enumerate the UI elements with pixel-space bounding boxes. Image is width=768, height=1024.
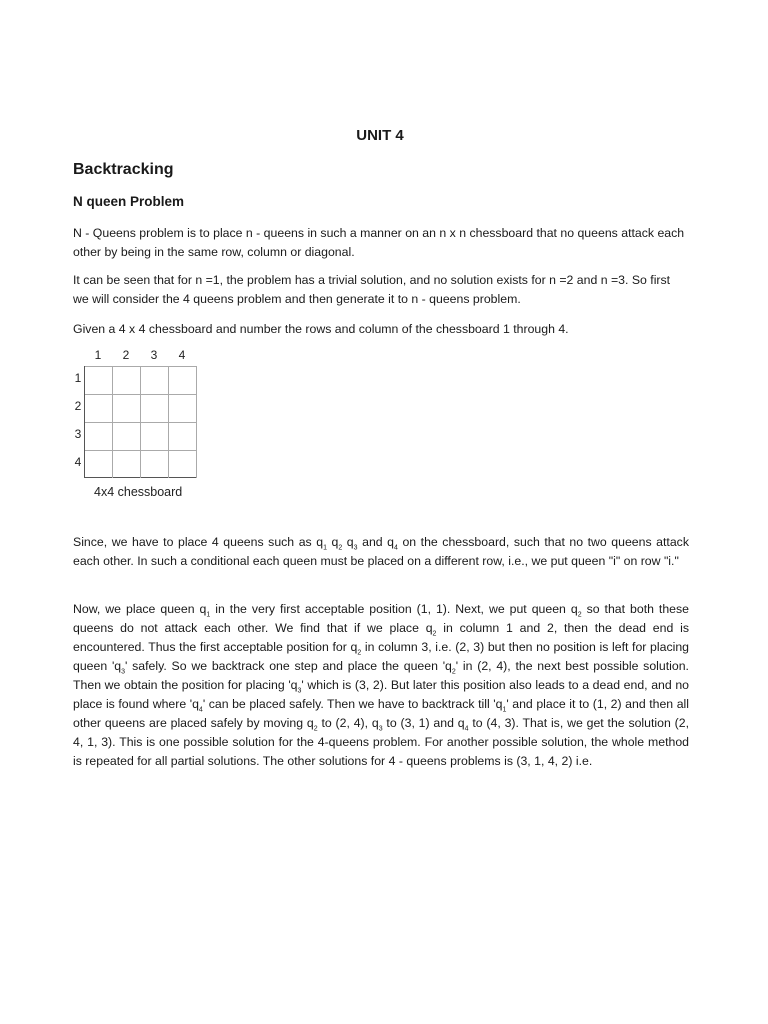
paragraph-given-board: Given a 4 x 4 chessboard and number the rows and column of the chessboard 1 through 4. [73, 322, 569, 336]
subsection-title: N queen Problem [73, 194, 185, 209]
unit-title: UNIT 4 [356, 127, 404, 144]
board-cell [85, 422, 113, 450]
board-cell [141, 422, 169, 450]
section-title: Backtracking [73, 161, 174, 178]
board-cell [169, 422, 197, 450]
row-label: 2 [74, 399, 82, 413]
board-cell [113, 366, 141, 394]
board-cell [85, 450, 113, 478]
board-cell [169, 394, 197, 422]
column-label: 1 [94, 348, 102, 362]
column-label: 2 [122, 348, 130, 362]
board-cell [85, 394, 113, 422]
paragraph-intro: N - Queens problem is to place n - queens in such a manner on an n x n chessboard that no queens attack each other by being in the same row, column or diagonal. [73, 226, 685, 259]
board-cell [113, 422, 141, 450]
row-label: 1 [74, 371, 82, 385]
board-cell [85, 366, 113, 394]
paragraph-placement-rule: Since, we have to place 4 queens such as $q_1$ $q_2$ $q_3$ and $q_4$ on the chessboard, such that no two queens attack each other. In such a conditional each queen must be placed on a different row, i.e., we put queen "i" on row "i." [73, 535, 689, 568]
chessboard-figure [60, 344, 210, 509]
board-cell [141, 394, 169, 422]
paragraph-backtracking-walkthrough: Now, we place queen $q_1$ in the very first acceptable position (1, 1). Next, we put queen $q_2$ so that both these queens do not attack each other. We find that if we place $q_2$ in column 1 and 2, then the dead end is encountered. Thus the first acceptable position for $q_2$ in column 3, i.e. (2, 3) but then no position is left for placing queen '$q_3$' safely. So we backtrack one step and place the queen '$q_2$' in (2, 4), the next best possible solution. Then we obtain the position for placing '$q_3$' which is (3, 2). But later this position also leads to a dead end, and no place is found where '$q_4$' can be placed safely. Then we have to backtrack till '$q_1$' and place it to (1, 2) and then all other queens are placed safely by moving $q_2$ to (2, 4), $q_3$ to (3, 1) and $q_4$ to (4, 3). That is, we get the solution (2, 4, 1, 3). This is one possible solution for the 4-queens problem. For another possible solution, the whole method is repeated for all partial solutions. The other solutions for 4 - queens problems is (3, 1, 4, 2) i.e. [73, 602, 689, 768]
chessboard-grid [84, 366, 196, 478]
board-cell [169, 450, 197, 478]
board-cell [113, 450, 141, 478]
board-cell [169, 366, 197, 394]
row-label: 4 [74, 455, 82, 469]
column-label: 4 [178, 348, 186, 362]
row-label: 3 [74, 427, 82, 441]
column-label: 3 [150, 348, 158, 362]
chessboard-caption: 4x4 chessboard [94, 485, 183, 499]
board-cell [141, 366, 169, 394]
board-cell [141, 450, 169, 478]
board-cell [113, 394, 141, 422]
paragraph-trivial-cases: It can be seen that for n =1, the problem has a trivial solution, and no solution exists for n =2 and n =3. So first we will consider the 4 queens problem and then generate it to n - queens problem. [73, 273, 671, 306]
